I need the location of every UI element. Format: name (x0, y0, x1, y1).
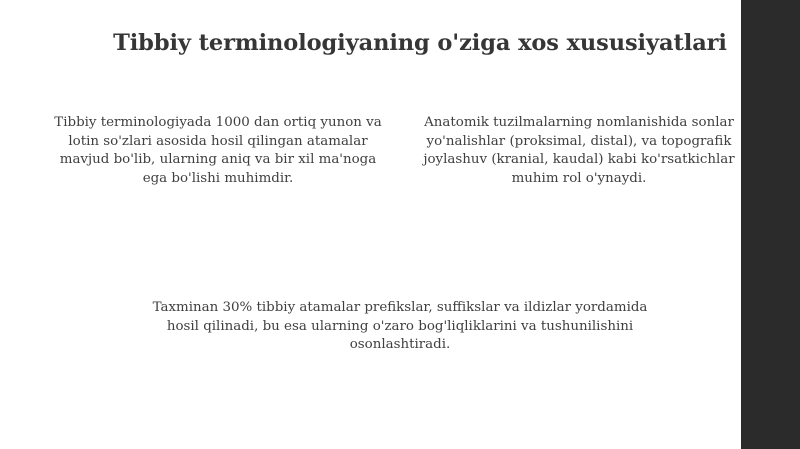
text-block-right: Anatomik tuzilmalarning nomlanishida sonlar yo'nalishlar (proksimal, distal), va topografik joylashuv (kranial, kaudal) kabi ko'rsatkichlar muhim rol o'ynaydi. (423, 115, 735, 186)
text-block-right-container (398, 114, 741, 188)
side-accent-bar (741, 0, 800, 449)
slide-title: Tibbiy terminologiyaning o'ziga xos xususiyatlari (113, 30, 727, 56)
text-block-bottom: Taxminan 30% tibbiy atamalar prefikslar, suffikslar va ildizlar yordamida hosil qilinadi, bu esa ularning o'zaro bog'liqliklarini va tushunilishini osonlashtiradi. (152, 300, 648, 352)
text-block-left: Tibbiy terminologiyada 1000 dan ortiq yunon va lotin so'zlari asosida hosil qilingan atamalar mavjud bo'lib, ularning aniq va bir xil ma'noga ega bo'lishi muhimdir. (54, 115, 382, 186)
